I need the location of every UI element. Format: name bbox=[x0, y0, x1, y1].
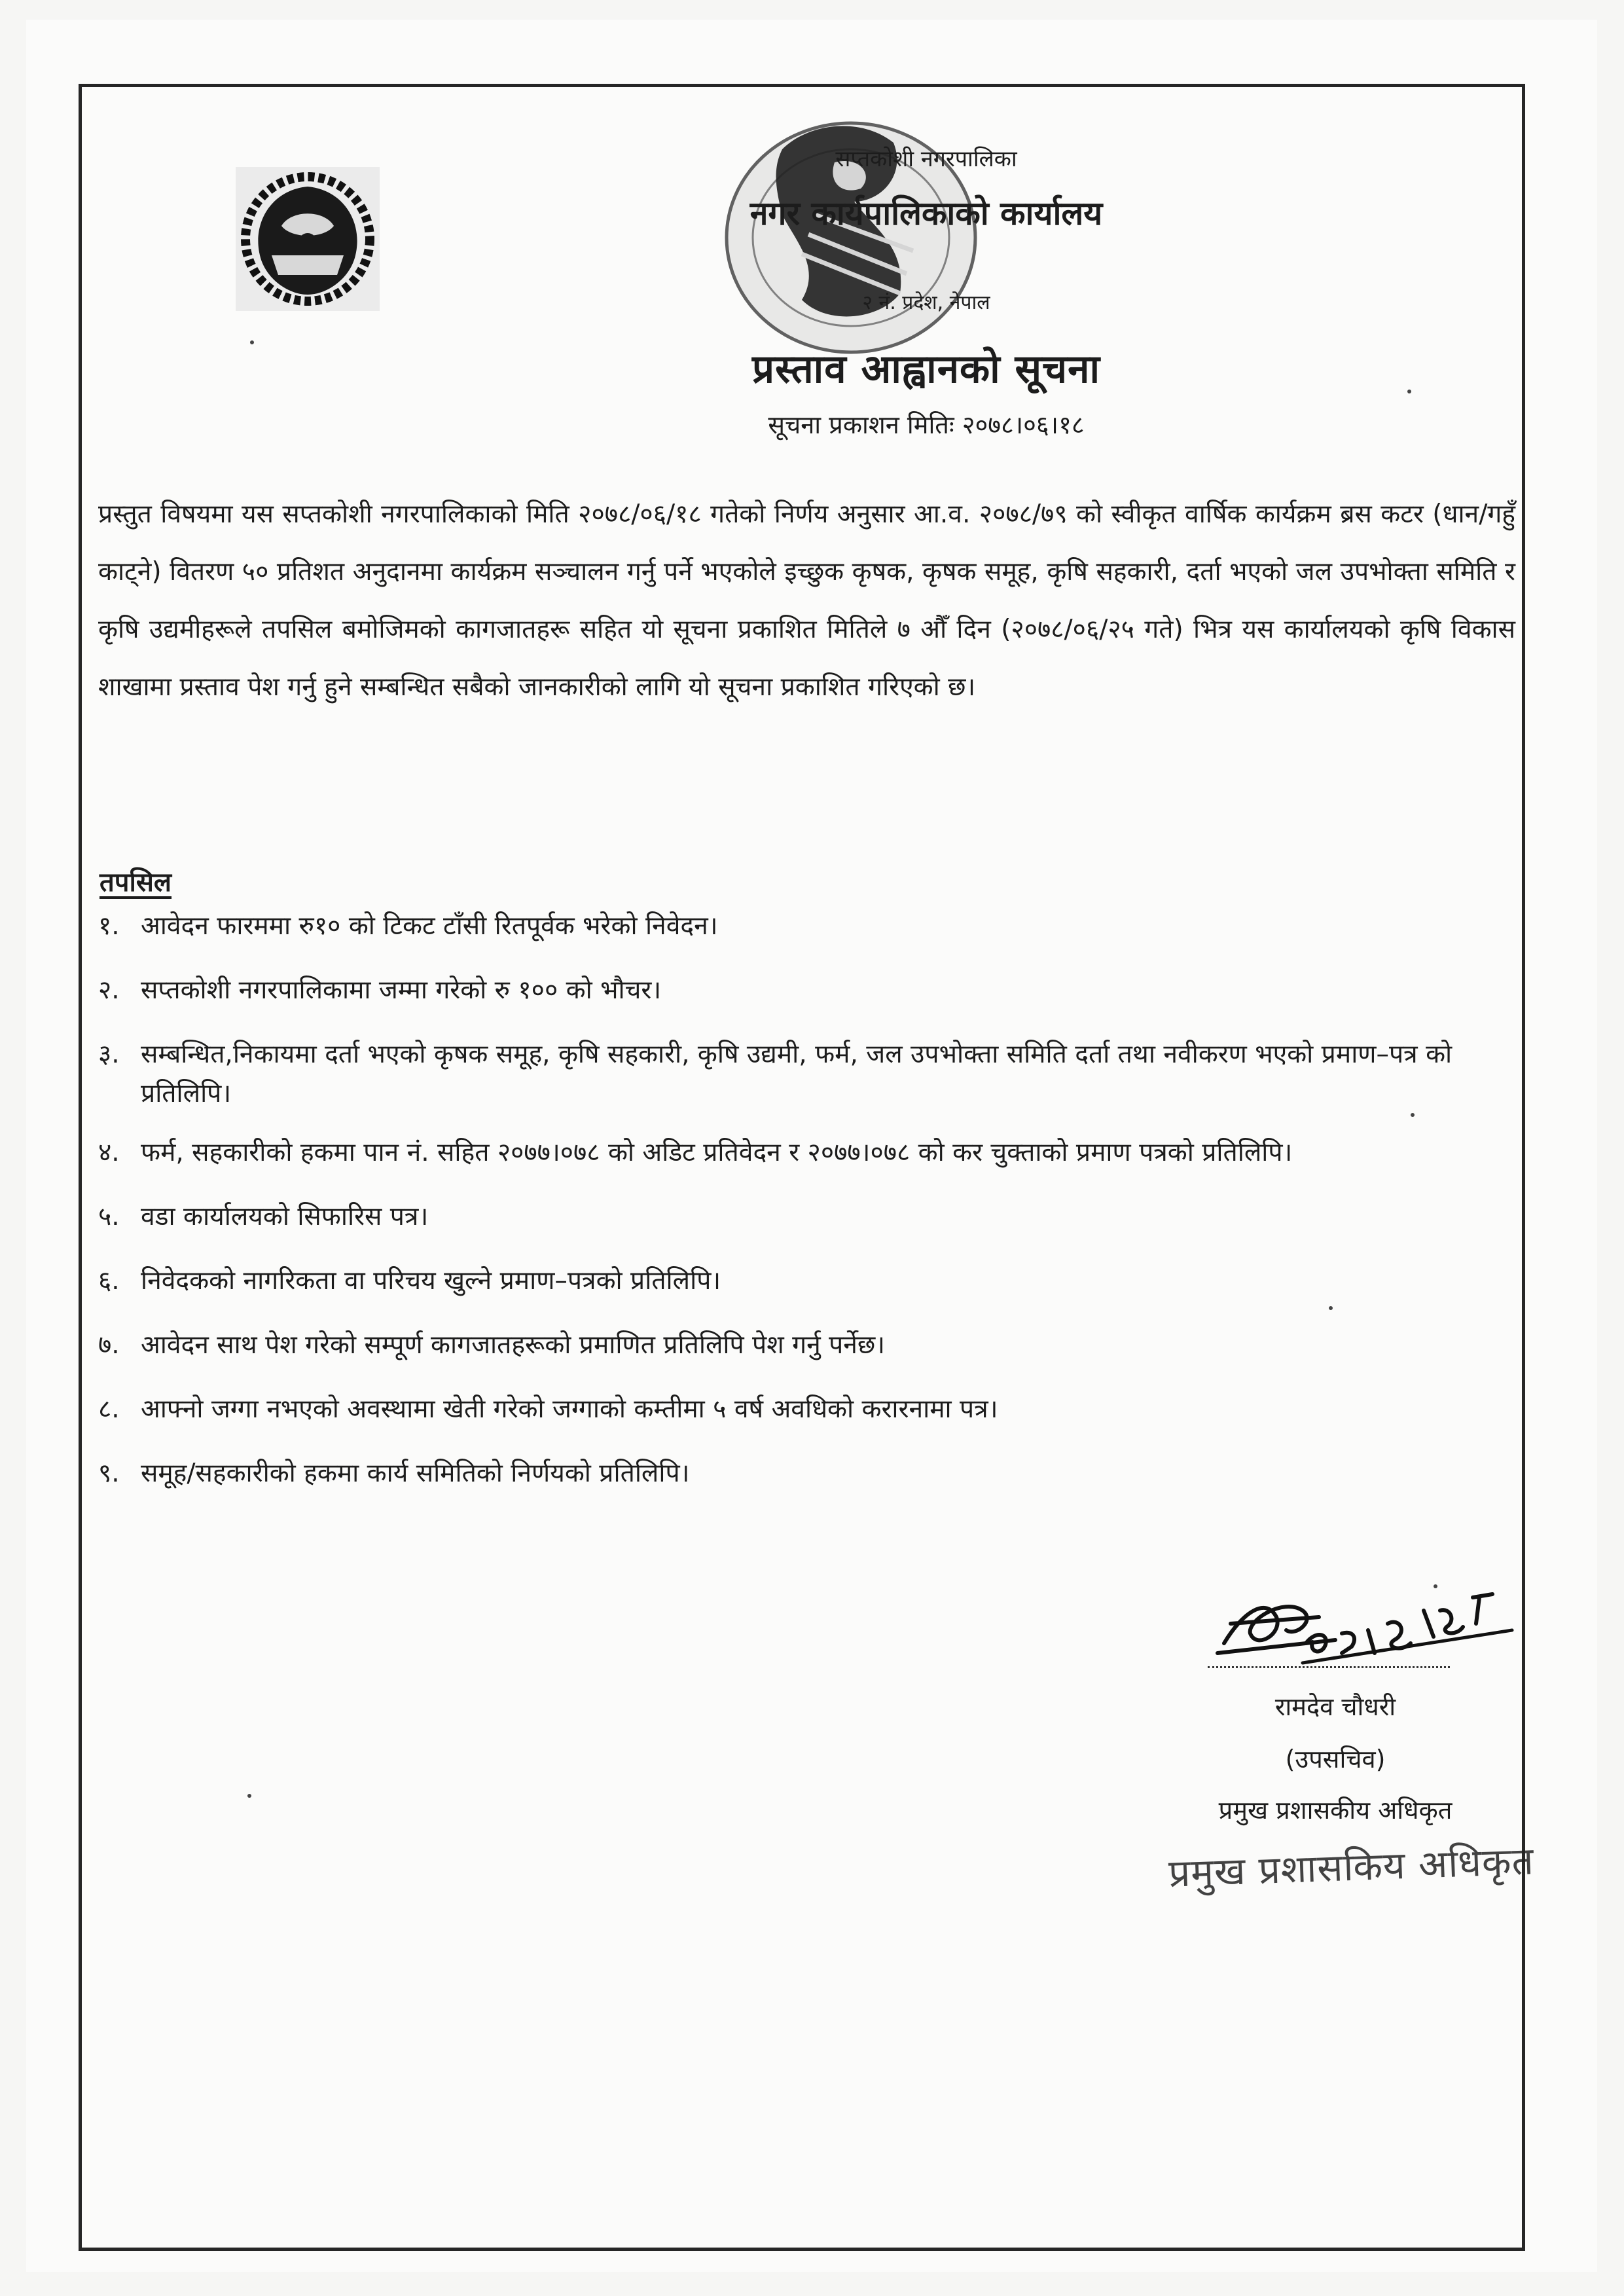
scan-speck bbox=[1411, 1113, 1415, 1117]
item-text: सम्बन्धित,निकायमा दर्ता भएको कृषक समूह, कृषि सहकारी, कृषि उद्यमी, फर्म, जल उपभोक्ता समिति दर्ता तथा नवीकरण भएको प्रमाण–पत्र को प्रतिलिपि। bbox=[141, 1040, 1453, 1108]
designation-stamp: प्रमुख प्रशासकिय अधिकृत bbox=[1168, 1838, 1535, 1896]
item-number: २. bbox=[98, 975, 120, 1005]
signature-line bbox=[1208, 1666, 1450, 1668]
government-emblem bbox=[226, 164, 389, 314]
notice-body-paragraph: प्रस्तुत विषयमा यस सप्तकोशी नगरपालिकाको मिति २०७८/०६/१८ गतेको निर्णय अनुसार आ.व. २०७८/७९ को स्वीकृत वार्षिक कार्यक्रम ब्रस कटर (धान/गहुँ काट्ने) वितरण ५० प्रतिशत अनुदानमा कार्यक्रम सञ्चालन गर्नु पर्ने भएकोले इच्छुक कृषक, कृषक समूह, कृषि सहकारी, दर्ता भएको जल उपभोक्ता समिति र कृषि उद्यमीहरूले तपसिल बमोजिमको कागजातहरू सहित यो सूचना प्रकाशित मितिले ७ औँ दिन (२०७८/०६/२५ गते) भित्र यस कार्यालयको कृषि विकास शाखामा प्रस्ताव पेश गर्नु हुने सम्बन्धित सबैको जानकारीको लागि यो सूचना प्रकाशित गरिएको छ। bbox=[98, 500, 1515, 702]
item-number: ५. bbox=[98, 1202, 120, 1231]
office-name: नगर कार्यपालिकाको कार्यालय bbox=[749, 194, 1103, 232]
list-item bbox=[98, 1262, 1519, 1301]
item-number: ८. bbox=[98, 1394, 120, 1424]
item-number: ६. bbox=[98, 1266, 120, 1296]
item-text: आवेदन फारममा रु१० को टिकट टाँसी रितपूर्वक भरेको निवेदन। bbox=[141, 911, 718, 941]
signatory-designation: प्रमुख प्रशासकीय अधिकृत bbox=[1218, 1796, 1453, 1825]
item-text: समूह/सहकारीको हकमा कार्य समितिको निर्णयको प्रतिलिपि। bbox=[141, 1459, 690, 1488]
signatory-rank: (उपसचिव) bbox=[1285, 1745, 1386, 1774]
list-item bbox=[98, 1390, 1519, 1429]
scan-speck bbox=[1434, 1584, 1437, 1588]
item-number: १. bbox=[98, 911, 120, 941]
publication-date: सूचना प्रकाशन मितिः २०७८।०६।१८ bbox=[768, 410, 1085, 439]
list-item bbox=[98, 907, 1519, 946]
scan-speck bbox=[250, 340, 254, 344]
list-item bbox=[98, 1035, 1519, 1114]
item-text: आवेदन साथ पेश गरेको सम्पूर्ण कागजातहरूको प्रमाणित प्रतिलिपि पेश गर्नु पर्नेछ। bbox=[141, 1330, 886, 1360]
scan-speck bbox=[1407, 390, 1411, 393]
list-item bbox=[98, 1197, 1519, 1237]
item-number: ३. bbox=[98, 1040, 120, 1069]
list-item bbox=[98, 971, 1519, 1010]
item-text: फर्म, सहकारीको हकमा पान नं. सहित २०७७।०७८ को अडिट प्रतिवेदन र २०७७।०७८ को कर चुक्ताको प्रमाण पत्रको प्रतिलिपि। bbox=[141, 1138, 1293, 1167]
details-heading: तपसिल bbox=[99, 867, 172, 898]
item-text: वडा कार्यालयको सिफारिस पत्र। bbox=[141, 1202, 429, 1231]
handwritten-signature bbox=[1204, 1571, 1532, 1669]
notice-title: प्रस्ताव आह्वानको सूचना bbox=[751, 346, 1101, 392]
item-text: सप्तकोशी नगरपालिकामा जम्मा गरेको रु १०० को भौचर। bbox=[141, 975, 662, 1005]
item-text: आफ्नो जग्गा नभएको अवस्थामा खेती गरेको जग्गाको कम्तीमा ५ वर्ष अवधिको करारनामा पत्र। bbox=[141, 1394, 998, 1424]
list-item bbox=[98, 1326, 1519, 1365]
item-number: ४. bbox=[98, 1138, 120, 1167]
signatory-name: रामदेव चौधरी bbox=[1274, 1692, 1396, 1721]
details-list bbox=[98, 907, 1519, 1518]
office-address: २ नं. प्रदेश, नेपाल bbox=[862, 291, 990, 314]
list-item bbox=[98, 1454, 1519, 1493]
scan-speck bbox=[1329, 1306, 1333, 1310]
municipality-name: सप्तकोशी नगरपालिका bbox=[835, 146, 1017, 172]
item-number: ९. bbox=[98, 1459, 120, 1488]
item-number: ७. bbox=[98, 1330, 120, 1360]
scan-speck bbox=[247, 1794, 251, 1798]
list-item bbox=[98, 1133, 1519, 1173]
item-text: निवेदकको नागरिकता वा परिचय खुल्ने प्रमाण–पत्रको प्रतिलिपि। bbox=[141, 1266, 721, 1296]
